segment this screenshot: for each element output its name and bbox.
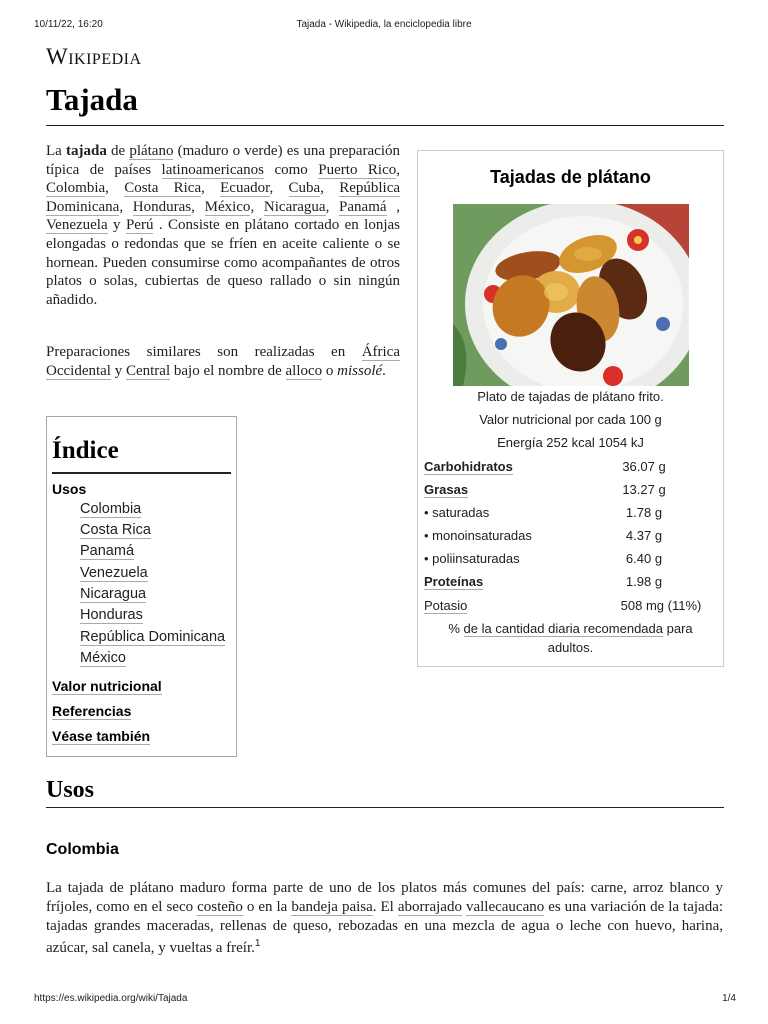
- link-republica-dominicana[interactable]: República Dominicana: [46, 180, 401, 215]
- link-nicaragua[interactable]: Nicaragua: [263, 198, 326, 215]
- toc-item-referencias[interactable]: Referencias: [52, 703, 132, 719]
- print-date: 10/11/22, 16:20: [34, 19, 103, 30]
- reference-marker[interactable]: 1: [254, 938, 261, 950]
- potasio-link[interactable]: Potasio: [424, 598, 468, 613]
- nutrition-label: • saturadas: [424, 505, 490, 520]
- intro-paragraph-2: Preparaciones similares son realizadas en África Occidental y Central bajo el nombre de alloco o missolé.: [46, 344, 400, 379]
- nutrition-value: 1.78 g: [625, 505, 663, 520]
- link-vallecaucano[interactable]: vallecaucano: [465, 898, 545, 915]
- link-honduras[interactable]: Honduras: [132, 198, 192, 215]
- daily-value-note: % de la cantidad diaria recomendada para adultos.: [448, 621, 693, 655]
- link-latinoamericanos[interactable]: latinoamericanos: [161, 161, 265, 178]
- print-title: Tajada - Wikipedia, la enciclopedia libre: [296, 19, 472, 30]
- link-cuba[interactable]: Cuba: [288, 180, 321, 197]
- wikipedia-logo[interactable]: Wikipedia: [46, 44, 142, 69]
- energy-row: Energía 252 kcal 1054 kJ: [497, 435, 644, 450]
- print-url: https://es.wikipedia.org/wiki/Tajada: [34, 993, 188, 1004]
- nutrition-value: 4.37 g: [625, 528, 663, 543]
- daily-value-link[interactable]: de la cantidad diaria recomendada: [463, 621, 663, 636]
- nutrition-value: 6.40 g: [625, 551, 663, 566]
- toc-divider: [52, 472, 231, 474]
- link-costa-rica[interactable]: Costa Rica: [124, 180, 202, 197]
- toc-item-panama[interactable]: Panamá: [80, 543, 135, 559]
- subsection-heading-colombia: Colombia: [46, 841, 119, 858]
- toc-item-vease-tambien[interactable]: Véase también: [52, 728, 151, 744]
- link-puerto-rico[interactable]: Puerto Rico: [318, 161, 397, 178]
- plantain-dish-image[interactable]: [453, 204, 689, 386]
- link-aborrajado[interactable]: aborrajado: [397, 898, 462, 915]
- nutrition-value: 13.27 g: [622, 482, 666, 497]
- link-central[interactable]: Central: [125, 362, 171, 379]
- toc-item-costa-rica[interactable]: Costa Rica: [80, 522, 151, 538]
- toc-item-nicaragua[interactable]: Nicaragua: [80, 586, 147, 602]
- infobox: [417, 150, 724, 667]
- plantain-dish-illustration: [453, 204, 689, 386]
- nutrition-value: 1.98 g: [625, 574, 663, 589]
- toc-item-valor-nutricional[interactable]: Valor nutricional: [52, 678, 162, 694]
- link-panama[interactable]: Panamá: [339, 198, 387, 215]
- toc-item-usos[interactable]: Usos: [52, 481, 87, 497]
- toc-item-republica-dominicana[interactable]: República Dominicana: [80, 629, 226, 645]
- toc-item-mexico[interactable]: México: [80, 650, 126, 666]
- link-bandeja-paisa[interactable]: bandeja paisa: [291, 898, 373, 915]
- carbohidratos-link[interactable]: Carbohidratos: [424, 459, 513, 474]
- toc-item-honduras[interactable]: Honduras: [80, 607, 143, 623]
- link-ecuador[interactable]: Ecuador: [220, 180, 270, 197]
- link-alloco[interactable]: alloco: [285, 362, 323, 379]
- toc-heading: Índice: [52, 437, 119, 464]
- link-peru[interactable]: Perú: [125, 217, 154, 234]
- infobox-title: Tajadas de plátano: [490, 167, 651, 187]
- bold-term: tajada: [65, 143, 107, 159]
- nutrition-header: Valor nutricional por cada 100 g: [479, 412, 662, 427]
- intro-paragraph: La tajada de plátano (maduro o verde) es una preparación típica de países latinoamericanos como Puerto Rico, Colombia, Costa Rica, Ecuador, Cuba, República Dominicana, Honduras, México, Nicaragua, Panamá , Venezuela y Perú . Consiste en plátano cortado en lonjas elongadas o redondas que se fríen en aceite caliente o se hornean. Pueden consumirse como acompañantes de otros platos o solas, cubiertas de queso rallado o sin ningún añadido.: [46, 143, 401, 308]
- link-venezuela[interactable]: Venezuela: [46, 217, 108, 234]
- nutrition-value: 508 mg (11%): [620, 598, 702, 613]
- link-costeno[interactable]: costeño: [197, 898, 243, 915]
- title-divider: [46, 125, 724, 126]
- image-caption: Plato de tajadas de plátano frito.: [477, 389, 664, 404]
- toc-item-venezuela[interactable]: Venezuela: [80, 565, 148, 581]
- print-page-number: 1/4: [722, 993, 736, 1004]
- section-heading-usos: Usos: [46, 777, 95, 803]
- link-africa-occidental[interactable]: África Occidental: [46, 344, 400, 379]
- section-divider: [46, 807, 724, 808]
- grasas-link[interactable]: Grasas: [424, 482, 469, 497]
- proteinas-link[interactable]: Proteínas: [424, 574, 484, 589]
- colombia-paragraph: La tajada de plátano maduro forma parte de uno de los platos más comunes del país: carne, arroz blanco y fríjoles, como en el seco costeño o en la bandeja paisa. El aborrajado vallecaucano es una variación de la tajada: tajadas grandes maceradas, rellenas de queso, rebozadas en una mezcla de agua o leche con huevo, harina, azúcar, sal canela, y vueltas a freír.$^1$: [46, 880, 724, 957]
- link-platano[interactable]: plátano: [129, 143, 174, 159]
- link-colombia[interactable]: Colombia: [46, 180, 106, 197]
- nutrition-label: • monoinsaturadas: [424, 528, 532, 543]
- italic-term: missolé: [337, 362, 383, 379]
- toc-item-colombia[interactable]: Colombia: [80, 501, 142, 517]
- page-title: Tajada: [46, 82, 138, 117]
- nutrition-value: 36.07 g: [622, 459, 666, 474]
- link-mexico[interactable]: México: [204, 198, 251, 215]
- nutrition-label: • poliinsaturadas: [424, 551, 520, 566]
- table-of-contents: [46, 416, 237, 757]
